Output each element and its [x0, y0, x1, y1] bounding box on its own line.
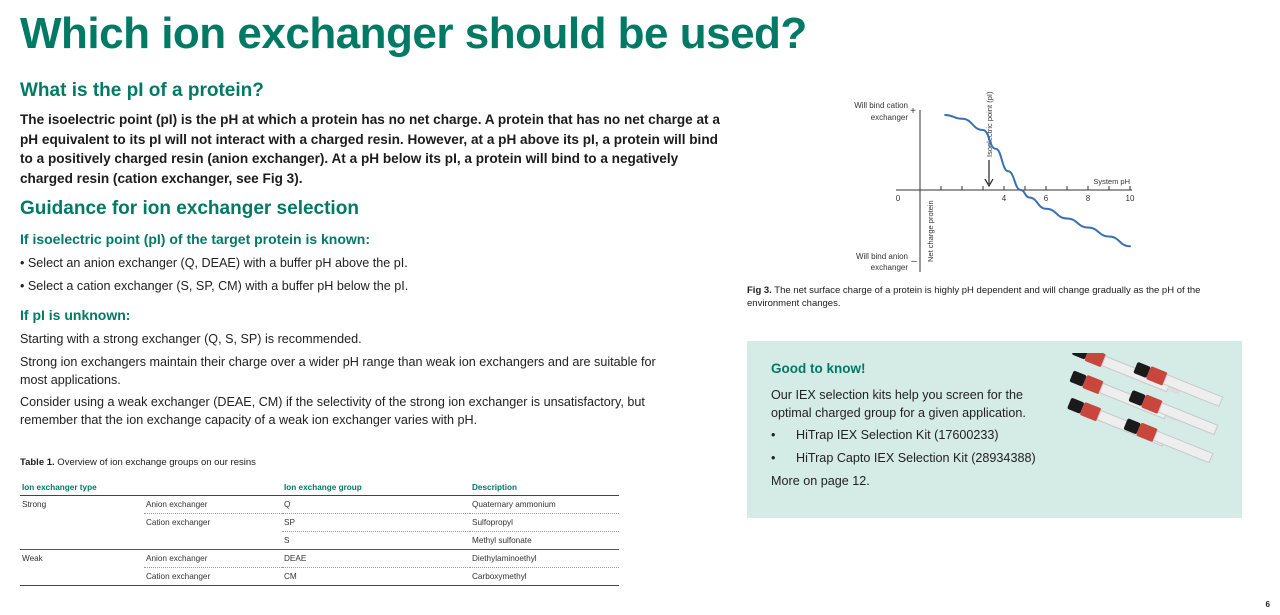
- good-to-know-box: [747, 341, 1242, 518]
- table-header-row: [20, 479, 619, 496]
- top-label-1: Will bind cation: [854, 101, 908, 110]
- table-header: Description: [470, 479, 619, 496]
- x-axis-label: System pH: [1093, 177, 1130, 186]
- table-header: Ion exchanger type: [20, 479, 144, 496]
- kit-item-label: HiTrap Capto IEX Selection Kit (28934388): [796, 451, 1036, 465]
- table-cell: [20, 532, 144, 550]
- bullet: •: [771, 428, 776, 442]
- bullet-anion: • Select an anion exchanger (Q, DEAE) with a buffer pH above the pI.: [20, 256, 408, 270]
- good-to-know-title: Good to know!: [771, 361, 866, 376]
- ion-exchange-table: [20, 479, 619, 586]
- figure-caption-label: Fig 3.: [747, 285, 772, 296]
- x-tick-label: 10: [1125, 194, 1135, 203]
- figure-caption: [747, 284, 1242, 310]
- table-cell: [20, 568, 144, 586]
- table-caption: [20, 457, 256, 468]
- table-cell: Cation exchanger: [146, 518, 211, 528]
- y-axis-label: Net charge protein: [926, 200, 935, 262]
- table-cell: Q: [282, 496, 470, 514]
- plus-sign: +: [910, 106, 916, 117]
- table-caption-label: Table 1.: [20, 457, 55, 468]
- page-title: Which ion exchanger should be used?: [20, 9, 807, 58]
- paragraph-strong-recommended: Starting with a strong exchanger (Q, S, SP) is recommended.: [20, 332, 362, 346]
- table-cell: S: [282, 532, 470, 550]
- kit-item: [771, 449, 1036, 467]
- table-cell: [20, 514, 144, 532]
- section-heading-guidance: Guidance for ion exchanger selection: [20, 198, 359, 219]
- top-label-2: exchanger: [870, 113, 908, 122]
- minus-sign: –: [911, 256, 917, 267]
- table-row: [20, 568, 619, 586]
- good-to-know-text: Our IEX selection kits help you screen for the optimal charged group for a given application.: [771, 388, 1026, 420]
- net-charge-chart: [840, 80, 1140, 275]
- paragraph-weak-exchangers: Consider using a weak exchanger (DEAE, CM) if the selectivity of the strong ion exchanger is unsatisfactory, but remember that the ion exchange capacity of a weak ion exchanger varies with pH.: [20, 395, 645, 427]
- table-row: [20, 496, 619, 514]
- paragraph-strong-exchangers: Strong ion exchangers maintain their charge over a wider pH range than weak ion exchangers and are suitable for most applications.: [20, 355, 656, 387]
- x-tick-label: 6: [1043, 194, 1049, 203]
- table-row: [20, 532, 619, 550]
- table-header: Ion exchange group: [282, 479, 470, 496]
- table-header: [144, 479, 282, 496]
- hitrap-columns-image: [1039, 353, 1239, 503]
- table-cell: Strong: [22, 500, 47, 510]
- bullet: •: [771, 451, 776, 465]
- bottom-label-2: exchanger: [870, 263, 908, 272]
- table-cell: SP: [282, 514, 470, 532]
- table-cell: Diethylaminoethyl: [470, 550, 619, 568]
- more-on-page-link[interactable]: More on page 12.: [771, 474, 870, 488]
- x-tick-label: 4: [1001, 194, 1007, 203]
- table-cell: Anion exchanger: [144, 550, 282, 568]
- table-cell: Cation exchanger: [144, 568, 282, 586]
- kit-item: [771, 426, 999, 444]
- section-heading-pi: What is the pI of a protein?: [20, 80, 264, 101]
- bullet-cation: • Select a cation exchanger (S, SP, CM) with a buffer pH below the pI.: [20, 279, 409, 293]
- table-cell: DEAE: [282, 550, 470, 568]
- table-cell: Quaternary ammonium: [470, 496, 619, 514]
- table-cell: CM: [282, 568, 470, 586]
- x-tick-label: 0: [895, 194, 901, 203]
- figure-caption-text: The net surface charge of a protein is highly pH dependent and will change gradually as the pH of the environment changes.: [747, 285, 1201, 309]
- subheading-pi-known: If isoelectric point (pI) of the target protein is known:: [20, 231, 371, 247]
- x-tick-label: 8: [1085, 194, 1091, 203]
- table-cell: Methyl sulfonate: [470, 532, 619, 550]
- table-cell: Anion exchanger: [144, 496, 282, 514]
- table-row: [20, 550, 619, 568]
- table-row: [20, 514, 619, 532]
- page-number: 6: [1265, 600, 1270, 609]
- table-caption-text: Overview of ion exchange groups on our resins: [54, 457, 256, 468]
- pi-definition-paragraph: The isoelectric point (pI) is the pH at which a protein has no net charge. A protein that has no net charge at a pH equivalent to its pI will not interact with a charged resin. However, at a pH above its pI, a protein will bind to a positively charged resin (anion exchanger). At a pH below its pI, a protein will bind to a negatively charged resin (cation exchanger, see Fig 3).: [20, 112, 720, 186]
- table-cell: Weak: [22, 554, 43, 564]
- pi-label: Isoelectric point (pI): [985, 91, 994, 157]
- bottom-label-1: Will bind anion: [855, 252, 908, 261]
- subheading-pi-unknown: If pI is unknown:: [20, 307, 131, 323]
- table-cell: Sulfopropyl: [470, 514, 619, 532]
- table-cell: [144, 532, 282, 550]
- kit-item-label: HiTrap IEX Selection Kit (17600233): [796, 428, 999, 442]
- table-cell: Carboxymethyl: [470, 568, 619, 586]
